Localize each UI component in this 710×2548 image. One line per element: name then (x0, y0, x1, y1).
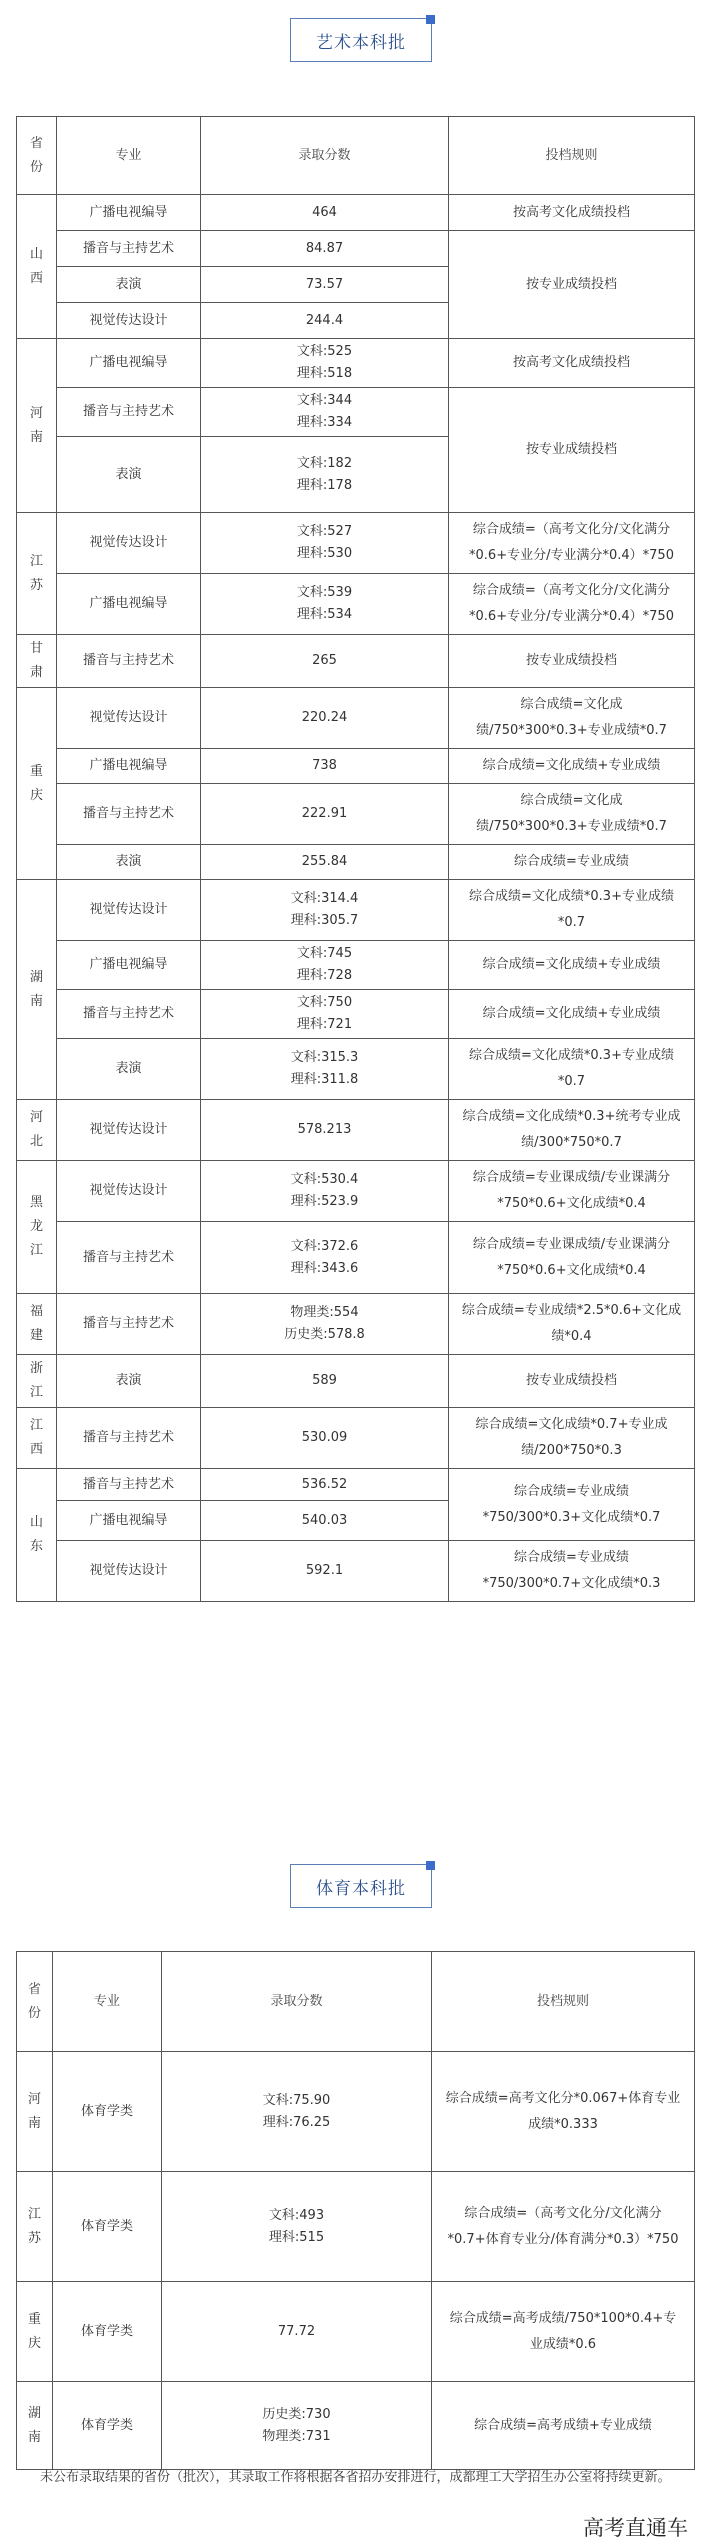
province-char: 庆 (27, 2335, 41, 2351)
province-char: 建 (29, 1328, 43, 1343)
major-cell: 广播电视编导 (57, 339, 201, 388)
table-row (17, 2282, 695, 2382)
major-cell: 播音与主持艺术 (57, 1294, 201, 1355)
score-line: 文科:314.4 (290, 891, 359, 906)
rule-line: 绩*0.7 (557, 1048, 674, 1089)
rule-cell (449, 845, 695, 880)
table-row (17, 1100, 695, 1161)
score-line: 理科:518 (296, 366, 353, 381)
score-cell (201, 1100, 449, 1161)
score-line: 物理类:554 (290, 1305, 359, 1320)
table-row (17, 1408, 695, 1469)
corner-marker (426, 1861, 435, 1870)
score-line: 理科:515 (268, 2229, 325, 2245)
province-char: 东 (29, 1539, 43, 1554)
score-line: 220.24 (301, 710, 348, 725)
score-line: 578.213 (297, 1122, 352, 1137)
major-cell: 表演 (57, 845, 201, 880)
province-cell (17, 880, 57, 1100)
rule-cell (432, 2052, 695, 2172)
score-line: 265 (312, 653, 337, 668)
score-cell (201, 1469, 449, 1501)
rule-line: 按专业成绩 (525, 1373, 591, 1388)
major-cell: 广播电视编导 (57, 749, 201, 784)
rule-cell (449, 749, 695, 784)
rule-line: 综合成绩=文化成绩*0.3+统考专 (462, 1109, 655, 1124)
province-char: 西 (29, 270, 43, 286)
table-row (17, 2172, 695, 2282)
score-line: 理科:311.8 (290, 1072, 359, 1087)
rule-line: 综合成绩=专业课成绩/专业课满 (472, 1170, 658, 1185)
major-cell: 播音与主持艺术 (57, 784, 201, 845)
score-cell (201, 513, 449, 574)
score-cell (201, 1039, 449, 1100)
score-line: 77.72 (277, 2323, 316, 2339)
rule-line: 绩/200*750*0.3 (521, 1443, 622, 1458)
province-char: 江 (29, 1385, 43, 1400)
rule-line: 化成绩*0.4 (551, 1303, 682, 1344)
rule-cell (449, 1469, 695, 1541)
score-line: 738 (312, 758, 337, 773)
score-cell (201, 1501, 449, 1541)
header-rule: 投档规则 (449, 117, 695, 195)
major-cell: 广播电视编导 (57, 1501, 201, 1541)
rule-line: 综合成绩=文化成绩/750*300*0. (476, 793, 623, 834)
major-cell: 广播电视编导 (57, 574, 201, 635)
province-char: 西 (29, 1442, 43, 1457)
score-cell (201, 635, 449, 688)
major-cell: 播音与主持艺术 (57, 635, 201, 688)
rule-line: 分*0.6+专业分/专业满分*0. (469, 583, 671, 624)
score-cell (201, 880, 449, 941)
major-cell: 播音与主持艺术 (57, 990, 201, 1039)
table-row (17, 388, 695, 437)
score-line: 理科:523.9 (290, 1194, 359, 1209)
score-cell (201, 941, 449, 990)
score-line: 文科:344 (296, 393, 353, 408)
rule-line: 投档 (591, 1373, 618, 1388)
score-cell (201, 388, 449, 437)
table-row (17, 1355, 695, 1408)
major-cell: 播音与主持艺术 (57, 1222, 201, 1294)
major-cell: 广播电视编导 (57, 941, 201, 990)
major-cell: 体育学类 (53, 2282, 162, 2382)
rule-cell (449, 231, 695, 339)
art-section-title (290, 18, 432, 62)
province-cell (17, 1355, 57, 1408)
province-char: 苏 (29, 577, 43, 593)
score-cell (162, 2382, 432, 2470)
rule-cell (449, 941, 695, 990)
province-char: 福 (29, 1304, 43, 1319)
score-line: 540.03 (301, 1512, 348, 1528)
province-char: 山 (29, 246, 43, 262)
score-cell (162, 2282, 432, 2382)
score-line: 文科:539 (296, 585, 353, 600)
score-line: 255.84 (301, 854, 348, 869)
rule-line: 综合成绩=专业成绩 (514, 854, 629, 869)
province-char: 南 (29, 993, 43, 1009)
score-line: 文科:525 (296, 344, 353, 359)
province-char: 江 (29, 1243, 43, 1258)
art-section-title-text: 艺术本科批 (316, 32, 406, 53)
rule-line: 3+文化成绩*0.7 (562, 1509, 661, 1525)
province-char: 浙 (29, 1361, 43, 1376)
rule-cell (449, 388, 695, 513)
score-line: 文科:75.90 (262, 2092, 331, 2108)
table-row (17, 688, 695, 749)
rule-line: 按高考文化成绩投档 (512, 355, 630, 370)
major-cell: 表演 (57, 267, 201, 303)
province-char: 江 (27, 2206, 41, 2222)
rule-line: 业成绩/300*750*0.7 (521, 1109, 681, 1150)
rule-cell (449, 1039, 695, 1100)
score-line: 244.4 (305, 312, 344, 328)
score-cell (201, 749, 449, 784)
score-cell (201, 574, 449, 635)
rule-cell (449, 1161, 695, 1222)
major-cell: 体育学类 (53, 2172, 162, 2282)
pe-section-title-text: 体育本科批 (316, 1878, 406, 1899)
score-cell (201, 195, 449, 231)
rule-line: 业成绩*0.333 (528, 2090, 681, 2132)
rule-line: 0.7+体育专业分/体育满分*0.3）*7 (454, 2231, 662, 2247)
corner-marker (426, 15, 435, 24)
rule-line: 按高考文化成绩投档 (512, 204, 630, 220)
rule-line: 综合成绩=（高考文化分/文化满 (472, 583, 658, 598)
score-line: 文科:745 (296, 946, 353, 961)
province-char: 河 (29, 1110, 43, 1125)
score-cell (201, 1355, 449, 1408)
rule-line: 综合成绩=专业成绩*750/300*0. (482, 1550, 629, 1591)
province-char: 南 (27, 2115, 41, 2131)
header-province-char: 省 (29, 135, 43, 151)
rule-cell (449, 1541, 695, 1602)
rule-line: 综合成绩=专业成绩*2.5*0.6+文 (461, 1303, 656, 1318)
score-cell (201, 1222, 449, 1294)
province-char: 重 (29, 763, 43, 779)
province-char: 黑 (29, 1195, 43, 1210)
rule-line: 综合成绩=（高考文化分/文化满分* (447, 2205, 662, 2247)
major-cell: 播音与主持艺术 (57, 1408, 201, 1469)
rule-cell (432, 2382, 695, 2470)
score-cell (201, 1541, 449, 1602)
rule-line: 按专业成绩 (525, 653, 591, 668)
province-char: 甘 (29, 641, 43, 656)
header-major: 专业 (57, 117, 201, 195)
province-char: 江 (29, 553, 43, 569)
table-row (17, 1294, 695, 1355)
rule-line: 综合成绩=专业成绩*750/300*0. (482, 1483, 629, 1525)
major-cell: 播音与主持艺术 (57, 1469, 201, 1501)
table-row (17, 635, 695, 688)
rule-cell (449, 339, 695, 388)
province-cell (17, 1161, 57, 1294)
art-table-header-row (17, 117, 695, 195)
rule-line: 综合成绩=文化成绩*0.3+专业成 (469, 889, 661, 904)
score-line: 文科:493 (268, 2207, 325, 2223)
major-cell: 表演 (57, 437, 201, 513)
table-row (17, 513, 695, 574)
rule-line: 按专业成绩 (525, 442, 591, 457)
rule-cell (449, 990, 695, 1039)
header-province-char: 省 (27, 1981, 41, 1997)
table-row (17, 195, 695, 231)
major-cell: 播音与主持艺术 (57, 231, 201, 267)
table-row (17, 845, 695, 880)
rule-line: 综合成绩=高考成绩+专业成绩 (474, 2417, 652, 2433)
province-cell (17, 2382, 53, 2470)
rule-cell (449, 1100, 695, 1161)
table-row (17, 2382, 695, 2470)
rule-line: 综合成绩=高考成绩/750*100* (449, 2310, 632, 2326)
rule-line: 综合成绩=专业课成绩/专业课满 (472, 1236, 658, 1252)
province-cell (17, 1100, 57, 1161)
rule-line: 投档 (591, 653, 618, 668)
rule-cell (449, 195, 695, 231)
score-cell (201, 339, 449, 388)
province-char: 湖 (29, 969, 43, 985)
table-row (17, 1541, 695, 1602)
province-char: 重 (27, 2311, 41, 2327)
header-province-char: 份 (27, 2005, 41, 2021)
table-row (17, 1222, 695, 1294)
pe-section-title (290, 1864, 432, 1908)
score-cell (201, 437, 449, 513)
rule-line: 投档 (591, 442, 618, 457)
header-province-char: 份 (29, 159, 43, 175)
table-row (17, 574, 695, 635)
score-cell (201, 1294, 449, 1355)
score-line: 理科:76.25 (262, 2114, 331, 2130)
score-line: 理科:534 (296, 607, 353, 622)
score-cell (201, 845, 449, 880)
major-cell: 视觉传达设计 (57, 513, 201, 574)
rule-line: 综合成绩=文化成绩+专业成绩 (482, 957, 661, 972)
province-cell (17, 513, 57, 635)
major-cell: 视觉传达设计 (57, 1541, 201, 1602)
header-score: 录取分数 (201, 117, 449, 195)
header-province (17, 117, 57, 195)
table-row (17, 784, 695, 845)
header-rule: 投档规则 (432, 1952, 695, 2052)
major-cell: 视觉传达设计 (57, 1161, 201, 1222)
table-row (17, 941, 695, 990)
province-char: 庆 (29, 787, 43, 803)
score-line: 73.57 (305, 276, 344, 292)
province-char: 山 (29, 1515, 43, 1530)
province-cell (17, 339, 57, 513)
score-line: 物理类:731 (262, 2428, 331, 2444)
pe-table-header-row (17, 1952, 695, 2052)
score-cell (201, 303, 449, 339)
rule-cell (449, 1408, 695, 1469)
score-cell (201, 231, 449, 267)
rule-line: 分*750*0.6+文化成绩*0.4 (497, 1170, 671, 1211)
header-major: 专业 (53, 1952, 162, 2052)
table-row (17, 880, 695, 941)
score-line: 理科:728 (296, 968, 353, 983)
score-cell (201, 267, 449, 303)
score-line: 历史类:578.8 (284, 1327, 365, 1342)
header-province (17, 1952, 53, 2052)
major-cell: 视觉传达设计 (57, 688, 201, 749)
score-cell (201, 784, 449, 845)
score-line: 理科:721 (296, 1017, 353, 1032)
score-line: 历史类:730 (262, 2406, 331, 2422)
score-cell (162, 2052, 432, 2172)
rule-cell (449, 513, 695, 574)
score-cell (201, 1161, 449, 1222)
province-cell (17, 1294, 57, 1355)
rule-line: 综合成绩=文化成绩*0.3+专业成 (469, 1048, 661, 1063)
table-row (17, 339, 695, 388)
rule-line: 分*750*0.6+文化成绩*0.4 (497, 1236, 671, 1278)
province-char: 河 (29, 405, 43, 421)
rule-line: 综合成绩=（高考文化分/文化满 (472, 522, 658, 537)
major-cell: 表演 (57, 1039, 201, 1100)
score-cell (162, 2172, 432, 2282)
score-line: 文科:315.3 (290, 1050, 359, 1065)
major-cell: 表演 (57, 1355, 201, 1408)
province-char: 苏 (27, 2230, 41, 2246)
major-cell: 广播电视编导 (57, 195, 201, 231)
score-line: 222.91 (301, 806, 348, 821)
rule-line: 4）*750 (621, 548, 674, 563)
score-line: 理科:530 (296, 546, 353, 561)
rule-line: 0.4+专业成绩*0.6 (529, 2310, 677, 2352)
score-line: 84.87 (305, 240, 344, 256)
rule-line: 分*0.6+专业分/专业满分*0. (469, 522, 671, 563)
province-cell (17, 195, 57, 339)
pe-admission-table (16, 1951, 695, 2470)
rule-line: 综合成绩=文化成绩*0.7+专业成 (475, 1417, 668, 1432)
province-char: 北 (29, 1134, 43, 1149)
score-line: 536.52 (301, 1476, 348, 1492)
score-line: 理科:305.7 (290, 913, 359, 928)
rule-cell (449, 1294, 695, 1355)
rule-cell (449, 635, 695, 688)
watermark-text: 高考直通车 (583, 2516, 688, 2540)
rule-line: 综合成绩=文化成绩/750*300*0. (476, 697, 623, 738)
rule-line: 综合成绩=文化成绩+专业成绩 (482, 1006, 661, 1021)
rule-line: 3+专业成绩*0.7 (568, 819, 667, 834)
table-row (17, 1161, 695, 1222)
province-cell (17, 2052, 53, 2172)
rule-line: 综合成绩=高考文化分*0.067+体育专 (445, 2090, 668, 2106)
major-cell: 体育学类 (53, 2052, 162, 2172)
rule-line: 绩*0.7 (557, 889, 674, 930)
rule-cell (449, 574, 695, 635)
major-cell: 体育学类 (53, 2382, 162, 2470)
rule-cell (449, 688, 695, 749)
province-cell (17, 688, 57, 880)
rule-line: 7+文化成绩*0.3 (562, 1576, 661, 1591)
rule-cell (449, 784, 695, 845)
province-cell (17, 635, 57, 688)
score-line: 530.09 (301, 1430, 348, 1445)
table-row (17, 1469, 695, 1501)
score-line: 589 (312, 1373, 337, 1388)
rule-cell (449, 1355, 695, 1408)
province-char: 河 (27, 2091, 41, 2107)
province-cell (17, 1469, 57, 1602)
table-row (17, 231, 695, 267)
rule-line: 投档 (591, 276, 618, 292)
major-cell: 视觉传达设计 (57, 303, 201, 339)
score-line: 理科:178 (296, 477, 353, 493)
score-cell (201, 990, 449, 1039)
art-admission-table (16, 116, 695, 1602)
score-cell (201, 688, 449, 749)
rule-cell (449, 880, 695, 941)
score-line: 592.1 (305, 1563, 344, 1578)
score-cell (201, 1408, 449, 1469)
rule-cell (432, 2282, 695, 2382)
province-char: 南 (27, 2429, 41, 2445)
province-char: 江 (29, 1418, 43, 1433)
table-row (17, 990, 695, 1039)
rule-line: 50 (661, 2231, 679, 2247)
province-cell (17, 2282, 53, 2382)
score-line: 文科:182 (296, 455, 353, 471)
province-char: 肃 (29, 665, 43, 680)
score-line: 理科:334 (296, 415, 353, 430)
score-line: 文科:530.4 (290, 1172, 359, 1187)
province-cell (17, 1408, 57, 1469)
province-cell (17, 2172, 53, 2282)
major-cell: 视觉传达设计 (57, 1100, 201, 1161)
rule-line: 综合成绩=文化成绩+专业成绩 (482, 758, 661, 773)
table-row (17, 749, 695, 784)
table-row (17, 1039, 695, 1100)
province-char: 湖 (27, 2405, 41, 2421)
major-cell: 视觉传达设计 (57, 880, 201, 941)
header-score: 录取分数 (162, 1952, 432, 2052)
score-line: 文科:527 (296, 524, 353, 539)
rule-cell (432, 2172, 695, 2282)
score-line: 文科:372.6 (290, 1238, 359, 1254)
province-char: 龙 (29, 1219, 43, 1234)
footer-note: 未公布录取结果的省份（批次），其录取工作将根据各省招办安排进行，成都理工大学招生办公室将持续更新。 (40, 2470, 671, 2485)
rule-line: 3+专业成绩*0.7 (568, 723, 667, 738)
table-row (17, 2052, 695, 2172)
score-line: 464 (312, 204, 337, 220)
rule-cell (449, 1222, 695, 1294)
score-line: 文科:750 (296, 995, 353, 1010)
major-cell: 播音与主持艺术 (57, 388, 201, 437)
rule-line: 4）*750 (621, 609, 674, 624)
rule-line: 按专业成绩 (525, 276, 591, 292)
score-line: 理科:343.6 (290, 1260, 359, 1276)
province-char: 南 (29, 429, 43, 445)
